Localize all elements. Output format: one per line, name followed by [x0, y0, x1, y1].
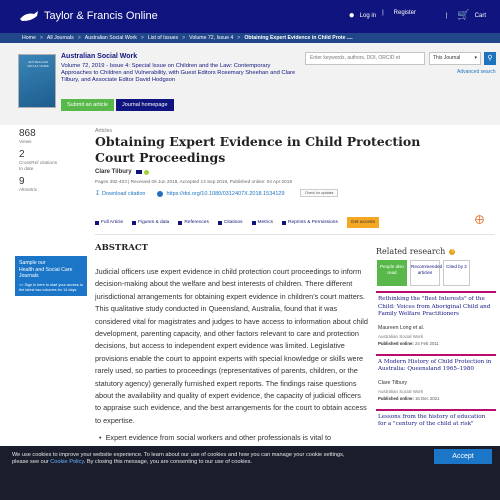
- search-input[interactable]: Enter keywords, authors, DOI, ORCID et: [305, 52, 425, 65]
- metric-value: 868: [19, 128, 36, 139]
- related-tabs: [377, 260, 470, 286]
- list-item: [376, 354, 496, 405]
- top-navbar: [0, 0, 500, 33]
- image-icon: [132, 221, 136, 225]
- list-item: [376, 291, 496, 350]
- search-scope-value: This Journal: [433, 55, 461, 61]
- user-icon: ●: [348, 10, 355, 21]
- published-label: Published online:: [378, 395, 414, 401]
- journal-buttons: [61, 99, 174, 111]
- doi-link[interactable]: https://doi.org/10.1080/0312407X.2018.1534129: [166, 190, 285, 197]
- tab-cited-by[interactable]: Cited by 2: [443, 260, 470, 286]
- related-research-heading: [376, 247, 455, 256]
- metric-label: Altmetric: [19, 187, 38, 192]
- nav-divider: |: [445, 12, 448, 19]
- related-published: [378, 396, 494, 401]
- cookie-message: [12, 452, 412, 466]
- search-scope-select[interactable]: [429, 52, 481, 65]
- journal-header: [0, 43, 500, 125]
- related-author: Maureen Long et al.: [378, 324, 425, 331]
- metric-altmetric: [19, 176, 59, 193]
- accept-cookies-button[interactable]: Accept: [434, 449, 492, 464]
- related-heading-label: Related research: [376, 247, 446, 256]
- bar-chart-icon: [252, 221, 256, 225]
- author-line: [95, 169, 149, 175]
- email-icon[interactable]: [136, 170, 142, 174]
- published-label: Published online:: [378, 340, 414, 346]
- tab-citations[interactable]: [218, 220, 243, 225]
- breadcrumb-all-journals[interactable]: All Journals: [46, 35, 74, 41]
- tab-label: Full Article: [101, 220, 124, 225]
- chevron-down-icon: ▾: [474, 55, 477, 61]
- journal-homepage-button[interactable]: Journal homepage: [116, 99, 174, 111]
- login-label: Log in: [359, 12, 376, 19]
- cookie-text-line: . By closing this message, you are consenting to our use of cookies.: [83, 458, 252, 465]
- article-metrics: [19, 128, 59, 197]
- download-citation-link[interactable]: Download citation: [102, 190, 146, 197]
- cover-title: AUSTRALIAN SOCIAL WORK: [27, 60, 49, 68]
- advanced-search-link[interactable]: Advanced search: [457, 69, 496, 75]
- cookie-text-line: please see our: [12, 458, 51, 465]
- breadcrumb-journal[interactable]: Australian Social Work: [84, 35, 137, 41]
- crossmark-badge[interactable]: Check for updates: [300, 189, 338, 197]
- metric-value: 9: [19, 176, 25, 187]
- tab-label: Citations: [223, 220, 243, 225]
- article-title: Obtaining Expert Evidence in Child Protection Court Proceedings: [95, 134, 421, 165]
- key-point: Expert evidence from social workers and other professionals is vital to: [105, 433, 332, 442]
- promo-signin[interactable]: >> Sign in here to start your access to the latest two volumes for 14 days: [19, 282, 83, 292]
- tab-reprints[interactable]: [282, 220, 338, 225]
- get-access-button[interactable]: Get access: [347, 217, 379, 228]
- search-icon: ⚲: [487, 55, 493, 62]
- breadcrumb-separator: >: [237, 35, 241, 41]
- promo-line: Health and Social Care: [19, 266, 73, 273]
- related-published: [378, 341, 494, 346]
- key-points: [95, 432, 368, 444]
- reprints-icon: [282, 221, 286, 225]
- promo-line: Sample our: [19, 260, 46, 266]
- breadcrumb-bar: [0, 33, 500, 43]
- breadcrumb-home[interactable]: Home: [22, 35, 36, 41]
- abstract-text: Judicial officers use expert evidence in child protection court proceedings to inform decision-making about the welfare and best interests of children. There different jurisdictional arrangements for obtaining expert evidence in children's court matters. This qualitative study conducted in Queensland, Australia, found that it was considered vital for magistrates and judges to have access to information about child development, parenting capacity, and other factors relevant to care and protection decisions, but access to independent expert evidence was limited. Legislative provisions enable the court to appoint experts with special knowledge or skills were rarely used, so parties to proceedings (representatives of parents, children, or the statutory agency) generally furnished expert reports. The findings raise questions about the availability and quality of expert evidence, the capacity of judicial officers to appraise such evidence, and the best arrangements for the court to obtain access to expertise.: [95, 267, 368, 425]
- cart-link[interactable]: [446, 10, 486, 21]
- orcid-icon[interactable]: [144, 170, 149, 175]
- abstract-heading: ABSTRACT: [95, 243, 148, 253]
- metric-label: Views: [19, 139, 32, 144]
- info-icon[interactable]: i: [449, 249, 455, 255]
- metric-crossref: [19, 149, 59, 172]
- tab-figures[interactable]: [132, 220, 169, 225]
- article-tabs: [95, 217, 379, 228]
- share-icon[interactable]: ⨁: [475, 214, 484, 224]
- related-title-link[interactable]: Lessons from the history of education for a "century of the child at risk": [378, 413, 486, 427]
- cart-label: Cart: [474, 12, 486, 19]
- published-date: 16 Dec 2021: [415, 395, 440, 401]
- cookie-banner: [0, 446, 500, 500]
- related-journal: Australian Social Work: [378, 388, 424, 394]
- cart-icon: 🛒: [457, 10, 470, 21]
- tab-references[interactable]: [178, 220, 209, 225]
- site-logo[interactable]: [18, 9, 158, 23]
- tab-metrics[interactable]: [252, 220, 273, 225]
- published-date: 24 Feb 2011: [415, 340, 439, 346]
- journal-name[interactable]: Australian Social Work: [61, 53, 138, 60]
- quote-icon: [218, 221, 222, 225]
- related-title-link[interactable]: Rethinking the "Best Interests" of the Child: Voices from Aboriginal Child and Family Welfare Practitioners: [378, 296, 491, 317]
- cookie-policy-link[interactable]: Cookie Policy: [50, 458, 84, 465]
- tab-label: Reprints & Permissions: [288, 220, 338, 225]
- login-link[interactable]: [349, 10, 376, 21]
- related-list: [376, 291, 496, 437]
- tab-label: References: [184, 220, 209, 225]
- breadcrumb-separator: >: [140, 35, 144, 41]
- doi-icon: [157, 191, 163, 197]
- metric-value: 2: [19, 149, 25, 160]
- article-links: [95, 190, 285, 197]
- cookie-text-line: We use cookies to improve your website experience. To learn about our use of cookies and how you can manage your cookie settings,: [12, 452, 345, 458]
- brand-name: Taylor & Francis Online: [44, 10, 158, 22]
- nav-divider: |: [382, 10, 384, 16]
- related-title-link[interactable]: A Modern History of Child Protection in Australia: Queensland 1965–1980: [378, 358, 492, 372]
- list-item: [376, 409, 496, 433]
- breadcrumb-current: Obtaining Expert Evidence in Child Prote ....: [244, 35, 353, 41]
- document-icon: [95, 221, 99, 225]
- search-button[interactable]: [484, 52, 496, 65]
- register-label: Register: [393, 10, 416, 16]
- breadcrumb-separator: >: [182, 35, 186, 41]
- author-name[interactable]: Clare Tilbury: [95, 169, 132, 175]
- submit-article-button[interactable]: Submit an article: [61, 99, 114, 111]
- metric-views: [19, 128, 59, 145]
- article-type: Articles: [95, 128, 113, 134]
- related-journal: Australian Social Work: [378, 333, 424, 339]
- tab-recommended[interactable]: Recommended articles: [410, 260, 440, 286]
- tab-people-also-read[interactable]: People also read: [377, 260, 407, 286]
- related-author: Clare Tilbury: [378, 379, 408, 386]
- breadcrumb-separator: >: [39, 35, 43, 41]
- journal-cover[interactable]: [18, 54, 56, 108]
- references-icon: [178, 221, 182, 225]
- breadcrumb: [22, 33, 353, 43]
- tab-label: Figures & data: [138, 220, 170, 225]
- download-icon: ↧: [95, 191, 101, 197]
- breadcrumb-separator: >: [77, 35, 81, 41]
- promo-box[interactable]: [15, 256, 87, 296]
- bullet-icon: •: [99, 433, 102, 442]
- metric-label: CrossRef citations to date: [19, 160, 58, 171]
- breadcrumb-volume[interactable]: Volume 72, Issue 4: [189, 35, 234, 41]
- divider: [95, 234, 495, 235]
- breadcrumb-issues[interactable]: List of Issues: [147, 35, 179, 41]
- issue-description[interactable]: Volume 72, 2019 - Issue 4: Special Issue on Children and the Law: Contemporary Approaches to Children and Vulnerability, with Guest Editors Rosemary Sheehan and Clare Tilbury, and Associate Editor David Hodgson: [61, 63, 296, 83]
- lamp-logo-icon: [18, 9, 40, 23]
- tab-full-article[interactable]: [95, 220, 123, 225]
- promo-line: Journals: [19, 273, 39, 279]
- publication-info: Pages 392-403 | Received 06 Jun 2018, Accepted 13 Sep 2018, Published online: 04 Apr 2019: [95, 179, 292, 184]
- tab-label: Metrics: [257, 220, 273, 225]
- register-link[interactable]: [382, 10, 416, 16]
